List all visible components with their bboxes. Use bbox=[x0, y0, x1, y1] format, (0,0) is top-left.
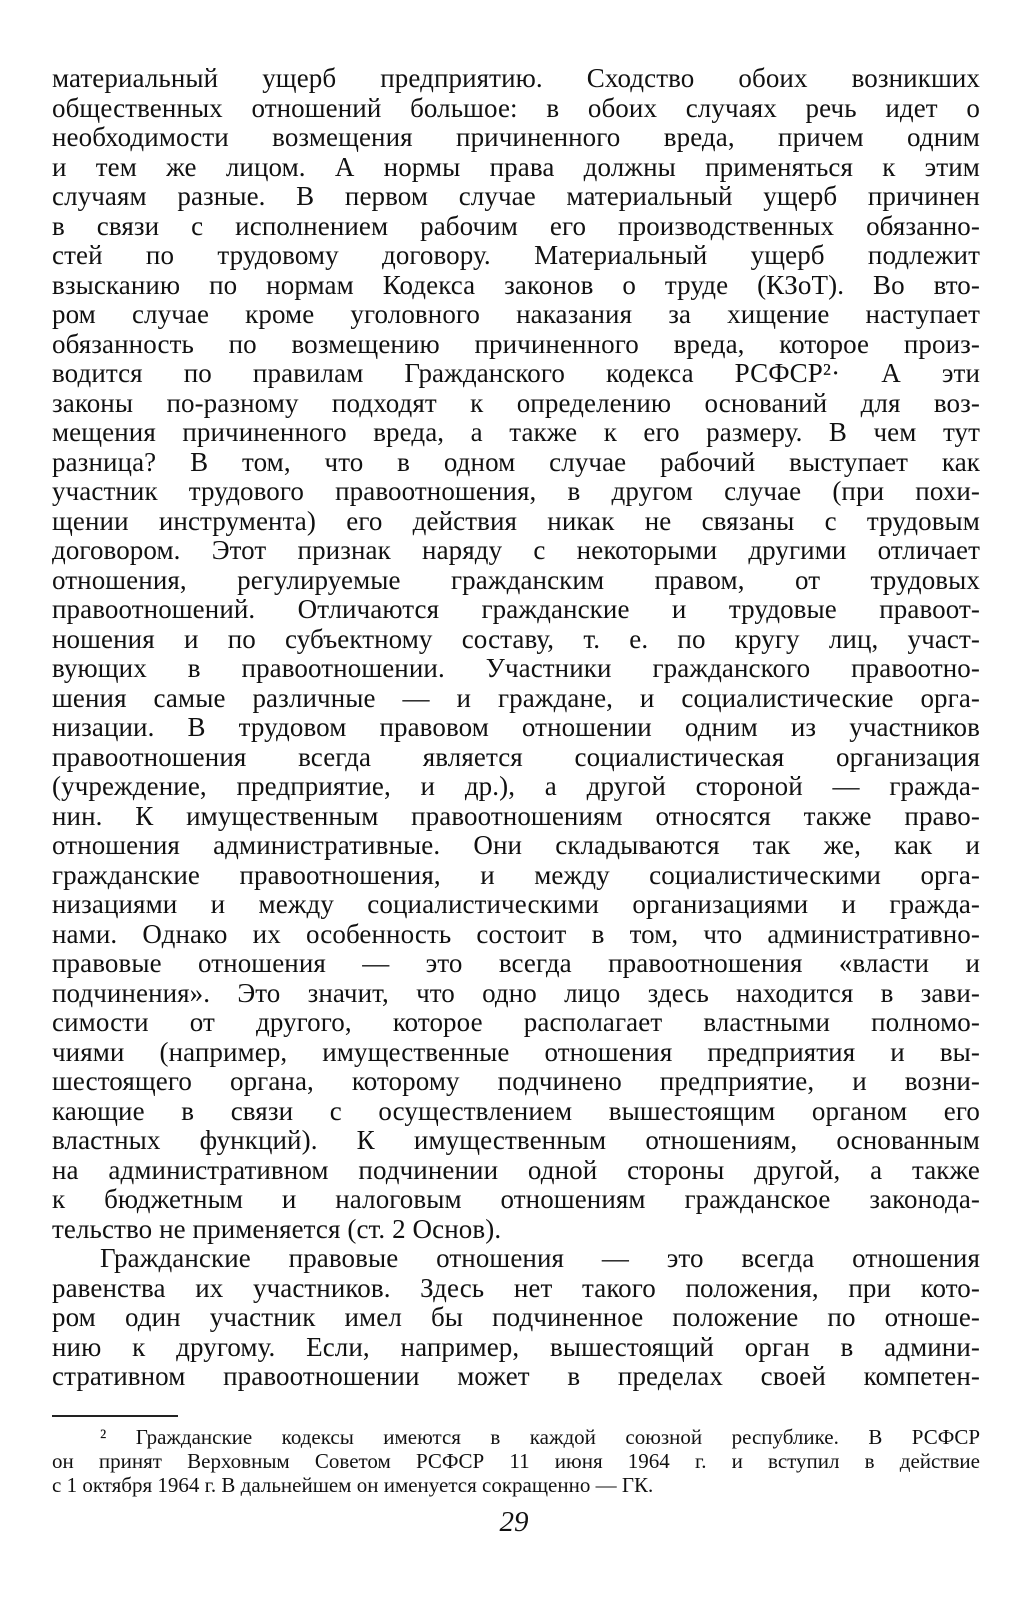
body-line: правоотношений. Отличаются гражданские и трудовые правоот- bbox=[52, 594, 980, 624]
body-line: чиями (например, имущественные отношения предприятия и вы- bbox=[52, 1036, 980, 1067]
body-line: водится по правилам Гражданского кодекса РСФСР²· А эти bbox=[52, 358, 980, 388]
body-line: взысканию по нормам Кодекса законов о труде (КЗоТ). Во вто- bbox=[52, 269, 980, 300]
body-line: к бюджетным и налоговым отношениям гражданское законода- bbox=[52, 1184, 980, 1214]
body-text bbox=[52, 64, 980, 1392]
body-line: материальный ущерб предприятию. Сходство обоих возникших bbox=[52, 63, 980, 93]
body-line: общественных отношений большое: в обоих случаях речь идет о bbox=[52, 92, 980, 123]
body-line: нами. Однако их особенность состоит в том, что административно- bbox=[52, 918, 980, 949]
body-line: на административном подчинении одной стороны другой, а также bbox=[52, 1154, 980, 1185]
body-line: (учреждение, предприятие, и др.), а другой стороной — гражда- bbox=[52, 771, 980, 801]
body-line: гражданские правоотношения, и между социалистическими орга- bbox=[52, 859, 980, 890]
body-line: щении инструмента) его действия никак не связаны с трудовым bbox=[52, 505, 980, 536]
body-line: симости от другого, которое располагает властными полномо- bbox=[52, 1007, 980, 1037]
body-line: необходимости возмещения причиненного вреда, причем одним bbox=[52, 122, 980, 152]
footnote-line: он принят Верховным Советом РСФСР 11 июня 1964 г. и вступил в действие bbox=[52, 1449, 980, 1473]
body-line: правоотношения всегда является социалистическая организация bbox=[52, 741, 980, 772]
body-line-paragraph-end: тельство не применяется (ст. 2 Основ). bbox=[52, 1213, 502, 1244]
body-line: и тем же лицом. А нормы права должны применяться к этим bbox=[52, 151, 980, 182]
body-line: ром случае кроме уголовного наказания за хищение наступает bbox=[52, 299, 980, 329]
body-line: низациями и между социалистическими организациями и гражда- bbox=[52, 889, 980, 919]
body-line: участник трудового правоотношения, в другом случае (при похи- bbox=[52, 476, 980, 506]
body-line: законы по-разному подходят к определению оснований для воз- bbox=[52, 387, 980, 418]
body-line: разница? В том, что в одном случае рабочий выступает как bbox=[52, 446, 980, 477]
body-line: шения самые различные — и граждане, и социалистические орга- bbox=[52, 682, 980, 713]
footnote-line: с 1 октября 1964 г. В дальнейшем он именуется сокращенно — ГК. bbox=[52, 1473, 654, 1497]
body-line: договором. Этот признак наряду с некоторыми другими отличает bbox=[52, 535, 980, 565]
body-line: в связи с исполнением рабочим его производственных обязанно- bbox=[52, 210, 980, 241]
body-line: низации. В трудовом правовом отношении одним из участников bbox=[52, 712, 980, 742]
body-line: шестоящего органа, которому подчинено предприятие, и возни- bbox=[52, 1066, 980, 1096]
footnote bbox=[52, 1425, 980, 1497]
body-line: равенства их участников. Здесь нет такого положения, при кото- bbox=[52, 1272, 980, 1303]
body-line-paragraph-start: Гражданские правовые отношения — это всегда отношения bbox=[100, 1243, 980, 1273]
footnote-line: ² Гражданские кодексы имеются в каждой союзной республике. В РСФСР bbox=[100, 1425, 980, 1449]
body-line: вующих в правоотношении. Участники гражданского правоотно- bbox=[52, 653, 980, 683]
body-line: отношения административные. Они складываются так же, как и bbox=[52, 830, 980, 860]
body-line: властных функций). К имущественным отношениям, основанным bbox=[52, 1125, 980, 1155]
body-line: ром один участник имел бы подчиненное положение по отноше- bbox=[52, 1302, 980, 1332]
body-line: нин. К имущественным правоотношениям относятся также право- bbox=[52, 800, 980, 831]
body-line: стей по трудовому договору. Материальный ущерб подлежит bbox=[52, 240, 980, 270]
body-line: правовые отношения — это всегда правоотношения «власти и bbox=[52, 948, 980, 978]
body-line: отношения, регулируемые гражданским правом, от трудовых bbox=[52, 564, 980, 595]
body-line: обязанность по возмещению причиненного вреда, которое произ- bbox=[52, 328, 980, 359]
body-line: нию к другому. Если, например, вышестоящий орган в админи- bbox=[52, 1331, 980, 1362]
body-line: кающие в связи с осуществлением вышестоящим органом его bbox=[52, 1095, 980, 1126]
footnote-divider bbox=[52, 1415, 178, 1417]
body-line: случаям разные. В первом случае материальный ущерб причинен bbox=[52, 181, 980, 211]
body-line: подчинения». Это значит, что одно лицо здесь находится в зави- bbox=[52, 977, 980, 1008]
body-line: мещения причиненного вреда, а также к его размеру. В чем тут bbox=[52, 417, 980, 447]
page-number: 29 bbox=[499, 1506, 529, 1538]
body-line: ношения и по субъектному составу, т. е. по кругу лиц, участ- bbox=[52, 623, 980, 654]
body-line: стративном правоотношении может в пределах своей компетен- bbox=[52, 1361, 980, 1391]
